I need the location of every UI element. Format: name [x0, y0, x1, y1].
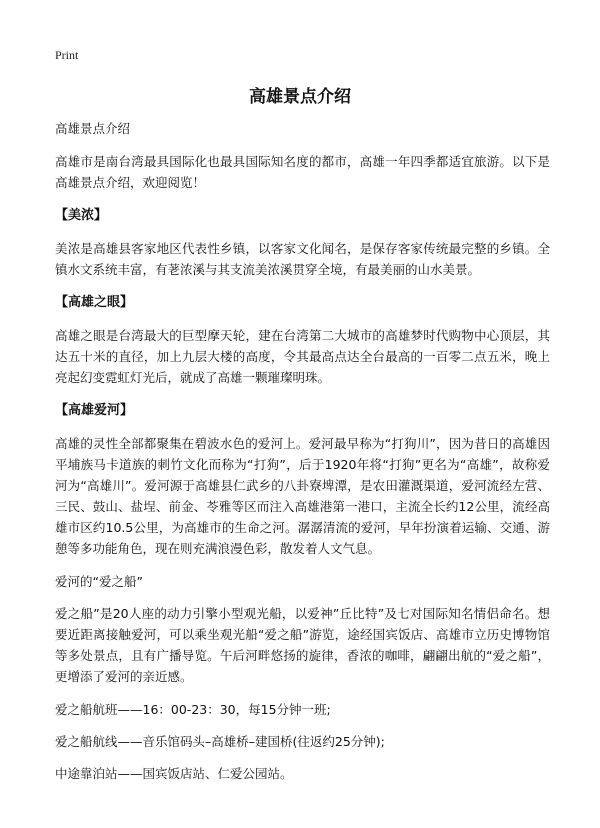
- article-subtitle: 高雄景点介绍: [55, 121, 131, 136]
- page-title: 高雄景点介绍: [249, 87, 351, 107]
- boat-route: 爱之船航线——音乐馆码头–高雄桥–建国桥(往返约25分钟);: [55, 734, 385, 749]
- section-heading-love-river: 【高雄爱河】: [55, 403, 134, 418]
- section-body-meinong: 美浓是高雄县客家地区代表性乡镇，以客家文化闻名，是保存客家传统最完整的乡镇。全镇水文系统丰富，有荖浓溪与其支流美浓溪贯穿全境，有最美丽的山水美景。: [55, 241, 550, 277]
- section-heading-eye: 【高雄之眼】: [55, 295, 134, 310]
- section-heading-meinong: 【美浓】: [55, 208, 108, 223]
- boat-schedule: 爱之船航班——16：00-23：30，每15分钟一班;: [55, 702, 331, 717]
- boat-body: 爱之船”是20人座的动力引擎小型观光船，以爱神”丘比特”及七对国际知名情侣命名。想要近距离接触爱河，可以乘坐观光船“爱之船”游览，途经国宾饭店、高雄市立历史博物馆等多处景点，且有广播导览。午后河畔悠扬的旋律，香浓的咖啡，翩翩出航的“爱之船”，更增添了爱河的亲近感。: [55, 606, 550, 684]
- article-body: [55, 118, 550, 795]
- section-body-eye: 高雄之眼是台湾最大的巨型摩天轮，建在台湾第二大城市的高雄梦时代购物中心顶层，其达五十米的直径，加上九层大楼的高度，令其最高点达全台最高的一百零二点五米，晚上亮起幻变霓虹灯光后，就成了高雄一颗璀璨明珠。: [55, 328, 550, 385]
- section-body-love-river: 高雄的灵性全部都聚集在碧波水色的爱河上。爱河最早称为“打狗川”，因为昔日的高雄因平埔族马卡道族的刺竹文化而称为“打狗”，后于1920年将“打狗”更名为“高雄”，故称爱河为“高雄川”。爱河源于高雄县仁武乡的八卦寮埤潭，是农田灌溉渠道，爱河流经左营、三民、鼓山、盐埕、前金、苓雅等区而注入高雄港第一港口，主流全长约12公里，流经高雄市区约10.5公里，为高雄市的生命之河。潺潺清流的爱河，早年扮演着运输、交通、游憩等多功能角色，现在则充满浪漫色彩，散发着人文气息。: [55, 436, 550, 556]
- print-link[interactable]: Print: [55, 48, 79, 62]
- intro-paragraph: 高雄市是南台湾最具国际化也最具国际知名度的都市，高雄一年四季都适宜旅游。以下是高雄景点介绍，欢迎阅览！: [55, 154, 550, 190]
- boat-stops: 中途靠泊站——国宾饭店站、仁爱公园站。: [55, 766, 293, 781]
- boat-heading: 爱河的“爱之船”: [55, 574, 143, 589]
